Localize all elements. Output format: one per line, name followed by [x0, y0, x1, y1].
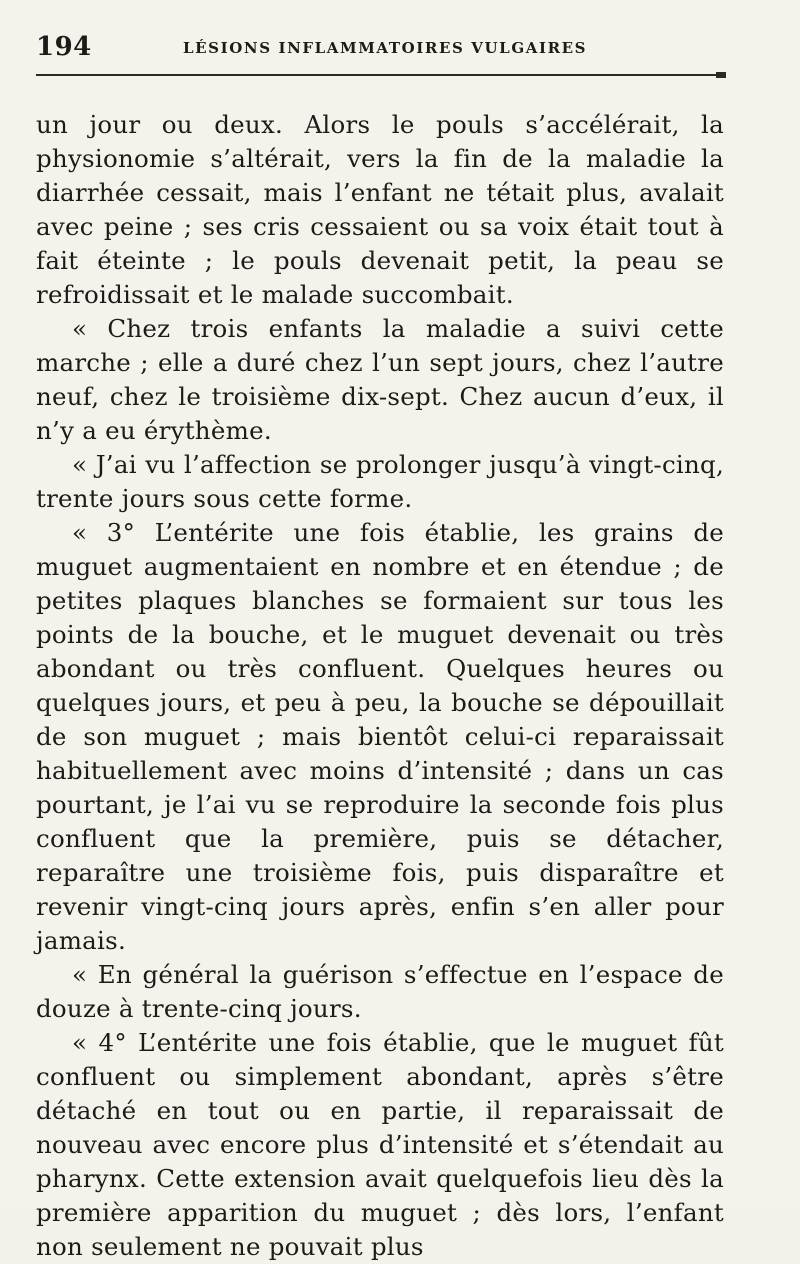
header-rule — [36, 74, 724, 76]
paragraph-1: un jour ou deux. Alors le pouls s’accélérait, la physionomie s’altérait, vers la fin de la maladie la diarrhée cessait, mais l’enfant ne tétait plus, avalait avec peine ; ses cris cessaient ou sa voix était tout à fait éteinte ; le pouls devenait petit, la peau se refroidissait et le malade succombait. — [36, 110, 724, 309]
paragraph-6: « 4° L’entérite une fois établie, que le muguet fût confluent ou simplement abondant, après s’être détaché en tout ou en partie, il reparaissait de nouveau avec encore plus d’intensité et s’étendait au pharynx. Cette extension avait quelquefois lieu dès la première apparition du muguet ; dès lors, l’enfant non seulement ne pouvait plus — [36, 1028, 724, 1261]
paragraph-3: « J’ai vu l’affection se prolonger jusqu’à vingt-cinq, trente jours sous cette forme. — [36, 450, 724, 513]
paragraph-4: « 3° L’entérite une fois établie, les grains de muguet augmentaient en nombre et en étendue ; de petites plaques blanches se formaient sur tous les points de la bouche, et le muguet devenait ou très abondant ou très confluent. Quelques heures ou quelques jours, et peu à peu, la bouche se dépouillait de son muguet ; mais bientôt celui-ci reparaissait habituellement avec moins d’intensité ; dans un cas pourtant, je l’ai vu se reproduire la seconde fois plus confluent que la première, puis se détacher, reparaître une troisième fois, puis disparaître et revenir vingt-cinq jours après, enfin s’en aller pour jamais. — [36, 518, 724, 955]
running-head: LÉSIONS INFLAMMATOIRES VULGAIRES — [183, 39, 588, 57]
paragraph-5: « En général la guérison s’effectue en l’espace de douze à trente-cinq jours. — [36, 960, 724, 1023]
body-text — [36, 108, 724, 1264]
page-number: 194 — [36, 32, 92, 62]
paragraph-2: « Chez trois enfants la maladie a suivi cette marche ; elle a duré chez l’un sept jours, chez l’autre neuf, chez le troisième dix-sept. Chez aucun d’eux, il n’y a eu érythème. — [36, 314, 724, 445]
page-header — [36, 32, 726, 66]
